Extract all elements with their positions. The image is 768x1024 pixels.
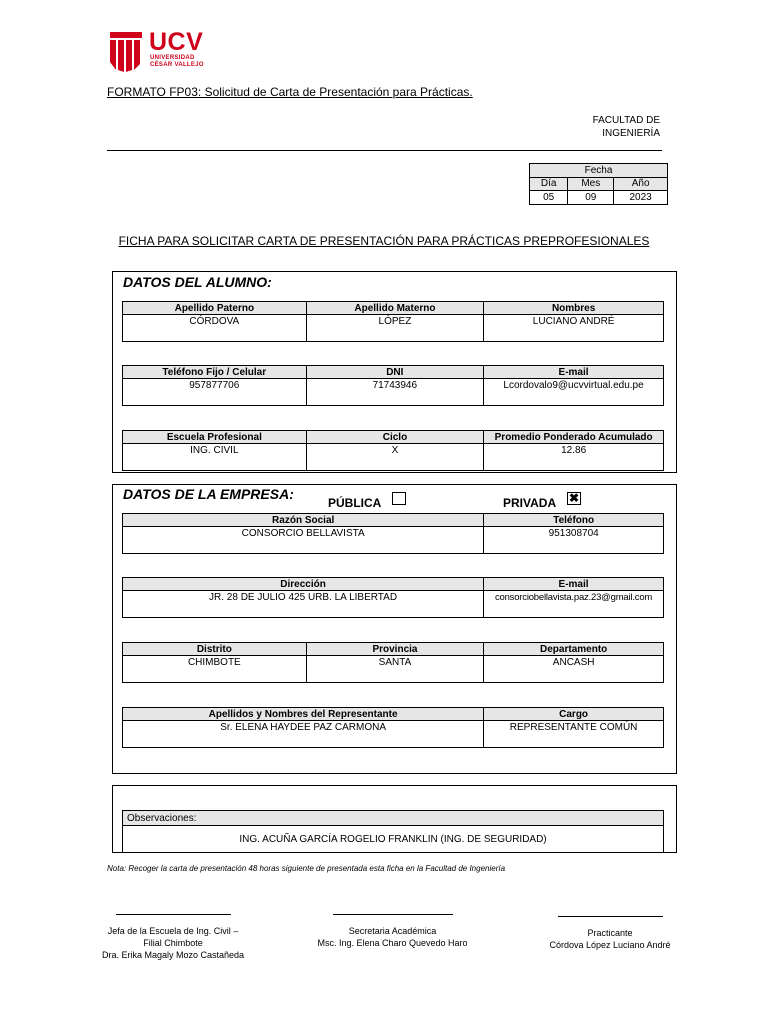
signature-practicante-line2: Córdova López Luciano André (549, 940, 671, 950)
signature-secretaria (310, 914, 475, 949)
header-divider (107, 150, 662, 151)
signature-line (116, 914, 231, 915)
nombres-value: LUCIANO ANDRÉ (484, 315, 664, 342)
ficha-title: FICHA PARA SOLICITAR CARTA DE PRESENTACIÓN PARA PRÁCTICAS PREPROFESIONALES (118, 234, 650, 248)
telefono-header: Teléfono Fijo / Celular (123, 366, 307, 379)
logo-line1: UNIVERSIDAD (150, 55, 195, 61)
signature-secretaria-line2: Msc. Ing. Elena Charo Quevedo Haro (317, 938, 468, 948)
observaciones-label: Observaciones: (123, 811, 664, 826)
apellido-paterno-value: CÓRDOVA (123, 315, 307, 342)
apellido-materno-header: Apellido Materno (306, 302, 484, 315)
faculty-line1: FACULTAD DE (592, 115, 660, 126)
direccion-value: JR. 28 DE JULIO 425 URB. LA LIBERTAD (123, 591, 484, 618)
alumno-contact-table (122, 365, 664, 406)
apellido-materno-value: LÓPEZ (306, 315, 484, 342)
empresa-representante-table (122, 707, 664, 748)
representante-value: Sr. ELENA HAYDEE PAZ CARMONA (123, 721, 484, 748)
email-value: Lcordovalo9@ucvvirtual.edu.pe (484, 379, 664, 406)
alumno-academic-table (122, 430, 664, 471)
direccion-header: Dirección (123, 578, 484, 591)
empresa-telefono-value: 951308704 (484, 527, 664, 554)
promedio-header: Promedio Ponderado Acumulado (484, 431, 664, 444)
razon-social-value: CONSORCIO BELLAVISTA (123, 527, 484, 554)
ucv-shield-icon (108, 28, 144, 72)
privada-checkbox[interactable]: ✖ (568, 491, 580, 505)
apellido-paterno-header: Apellido Paterno (123, 302, 307, 315)
empresa-section-title: DATOS DE LA EMPRESA: (123, 486, 294, 502)
month-header: Mes (568, 177, 614, 191)
logo-brand: UCV (149, 28, 204, 56)
empresa-email-header: E-mail (484, 578, 664, 591)
escuela-value: ING. CIVIL (123, 444, 307, 471)
empresa-direccion-table (122, 577, 664, 618)
year-header: Año (614, 177, 668, 191)
distrito-header: Distrito (123, 643, 307, 656)
telefono-value: 957877706 (123, 379, 307, 406)
dni-value: 71743946 (306, 379, 484, 406)
logo-line2: CÉSAR VALLEJO (150, 62, 204, 68)
alumno-names-table (122, 301, 664, 342)
date-label: Fecha (530, 164, 668, 178)
month-value: 09 (568, 191, 614, 205)
provincia-value: SANTA (306, 656, 484, 683)
nombres-header: Nombres (484, 302, 664, 315)
document-title: FORMATO FP03: Solicitud de Carta de Presentación para Prácticas. (107, 85, 473, 99)
ucv-logo (108, 28, 208, 72)
cargo-value: REPRESENTANTE COMÚN (484, 721, 664, 748)
publica-label: PÚBLICA (328, 496, 382, 510)
signature-practicante (540, 916, 680, 951)
signature-jefa-line1: Jefa de la Escuela de Ing. Civil – (107, 926, 239, 936)
observaciones-table (122, 810, 664, 853)
escuela-header: Escuela Profesional (123, 431, 307, 444)
signature-secretaria-line1: Secretaria Académica (348, 926, 437, 936)
provincia-header: Provincia (306, 643, 484, 656)
dni-header: DNI (306, 366, 484, 379)
day-value: 05 (530, 191, 568, 205)
distrito-value: CHIMBOTE (123, 656, 307, 683)
publica-checkbox[interactable] (392, 492, 406, 505)
departamento-value: ANCASH (484, 656, 664, 683)
privada-label: PRIVADA (503, 496, 557, 510)
signature-line (333, 914, 453, 915)
signature-line (558, 916, 663, 917)
razon-social-header: Razón Social (123, 514, 484, 527)
email-header: E-mail (484, 366, 664, 379)
departamento-header: Departamento (484, 643, 664, 656)
promedio-value: 12.86 (484, 444, 664, 471)
empresa-razon-table (122, 513, 664, 554)
observaciones-value: ING. ACUÑA GARCÍA ROGELIO FRANKLIN (ING. DE SEGURIDAD) (123, 826, 664, 853)
date-table (529, 163, 668, 205)
representante-header: Apellidos y Nombres del Representante (123, 708, 484, 721)
signature-practicante-line1: Practicante (587, 928, 633, 938)
ciclo-value: X (306, 444, 484, 471)
day-header: Día (530, 177, 568, 191)
signature-jefa-line2: Filial Chimbote (143, 938, 203, 948)
empresa-telefono-header: Teléfono (484, 514, 664, 527)
cargo-header: Cargo (484, 708, 664, 721)
nota-text: Nota: Recoger la carta de presentación 48 horas siguiente de presentada esta ficha en la Facultad de Ingeniería (107, 864, 506, 873)
empresa-ubicacion-table (122, 642, 664, 683)
empresa-email-value: consorciobellavista.paz.23@gmail.com (484, 591, 664, 618)
faculty-label (593, 114, 660, 140)
ciclo-header: Ciclo (306, 431, 484, 444)
year-value: 2023 (614, 191, 668, 205)
signature-jefa (98, 914, 248, 961)
alumno-section-title: DATOS DEL ALUMNO: (123, 274, 272, 290)
signature-jefa-line3: Dra. Erika Magaly Mozo Castañeda (101, 950, 245, 960)
faculty-line2: INGENIERÍA (602, 128, 660, 139)
